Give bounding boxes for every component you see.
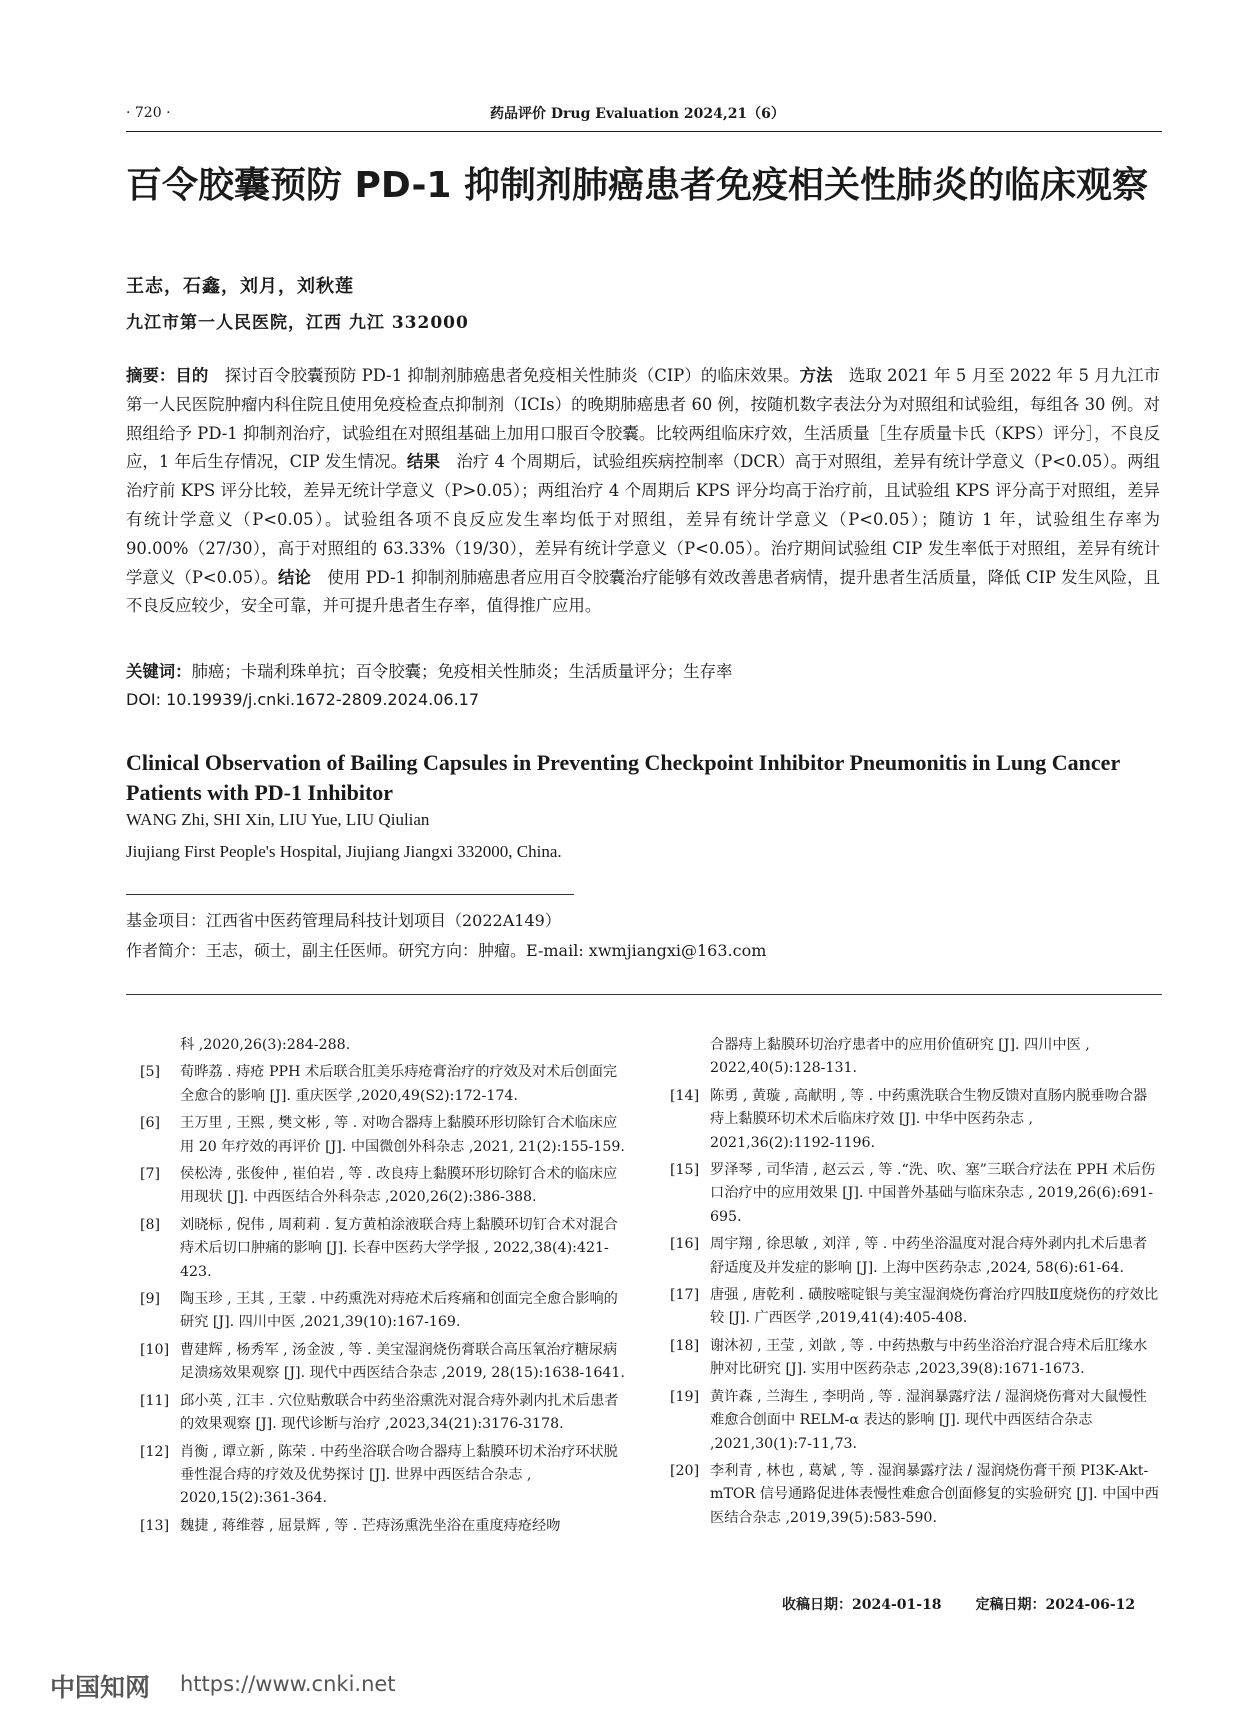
reference-number: [18]: [670, 1337, 700, 1354]
reference-item: [140, 1112, 630, 1159]
reference-text: 魏捷 , 蒋维蓉 , 屈景辉 , 等 . 芒痔汤熏洗坐浴在重度痔疮经吻: [180, 1517, 561, 1534]
reference-number: [9]: [140, 1291, 161, 1308]
reference-item: [140, 1214, 630, 1284]
paper-title-cn: 百令胶囊预防 PD-1 抑制剂肺癌患者免疫相关性肺炎的临床观察: [126, 165, 1148, 206]
reference-text: 陈勇 , 黄璇 , 高献明 , 等 . 中药熏洗联合生物反馈对直肠内脱垂吻合器痔上黏膜环切术术后临床疗效 [J]. 中华中医药杂志 , 2021,36(2):1192-1196.: [710, 1087, 1148, 1151]
reference-item: [140, 1034, 630, 1057]
page-number: · 720 ·: [126, 105, 171, 121]
reference-number: [16]: [670, 1236, 700, 1253]
methods-label: 方法: [799, 366, 833, 385]
authors-en: WANG Zhi, SHI Xin, LIU Yue, LIU Qiulian: [126, 810, 430, 829]
reference-item: [140, 1515, 630, 1538]
reference-text: 邱小英 , 江丰 . 穴位贴敷联合中药坐浴熏洗对混合痔外剥内扎术后患者的效果观察 [J]. 现代诊断与治疗 ,2023,34(21):3176-3178.: [180, 1392, 619, 1433]
conclusion-label: 结论: [277, 567, 311, 587]
cnki-brand: 中国知网: [50, 1673, 151, 1702]
section-rule: [126, 994, 1162, 995]
author-bio-note: 作者简介：王志，硕士，副主任医师。研究方向：肿瘤。E-mail: xwmjiangxi@163.com: [126, 941, 767, 960]
reference-number: [7]: [140, 1166, 161, 1183]
reference-number: [5]: [140, 1064, 161, 1081]
reference-item: [670, 1460, 1160, 1530]
conclusion-text: 使用 PD-1 抑制剂肺癌患者应用百令胶囊治疗能够有效改善患者病情，提升患者生活质量，降低 CIP 发生风险，且不良反应较少，安全可靠，并可提升患者生存率，值得推广应用。: [126, 567, 1160, 616]
reference-item: [670, 1159, 1160, 1229]
reference-item: [670, 1085, 1160, 1155]
footnote-rule: [126, 894, 574, 895]
paper-title-en: Clinical Observation of Bailing Capsules in Preventing Checkpoint Inhibitor Pneumonitis in Lung Cancer Patients with PD-1 Inhibitor: [126, 750, 1120, 805]
reference-number: [20]: [670, 1462, 700, 1479]
objective-label: 目的: [175, 366, 209, 385]
reference-number: [12]: [140, 1443, 170, 1460]
reference-number: [10]: [140, 1341, 170, 1358]
reference-text: 科 ,2020,26(3):284-288.: [180, 1037, 351, 1053]
affiliation-cn: 九江市第一人民医院，江西 九江 332000: [126, 313, 469, 333]
header-rule: [126, 131, 1162, 132]
reference-number: [15]: [670, 1162, 700, 1179]
abstract-label: 摘要：: [126, 366, 176, 385]
keywords: [126, 658, 1160, 682]
reference-item: [670, 1284, 1160, 1331]
reference-text: 黄许森 , 兰海生 , 李明尚 , 等 . 湿润暴露疗法 / 湿润烧伤膏对大鼠慢性难愈合创面中 RELM-α 表达的影响 [J]. 现代中西医结合杂志 ,2021,30(1):7-11,73.: [710, 1388, 1147, 1452]
objective-text: 探讨百令胶囊预防 PD-1 抑制剂肺癌患者免疫相关性肺炎（CIP）的临床效果。: [208, 366, 800, 385]
reference-text: 陶玉珍 , 王其 , 王蒙 . 中药熏洗对痔疮术后疼痛和创面完全愈合影响的研究 [J]. 四川中医 ,2021,39(10):167-169.: [180, 1291, 618, 1331]
results-label: 结果: [407, 452, 440, 472]
keywords-text: 肺癌；卡瑞利珠单抗；百令胶囊；免疫相关性肺炎；生活质量评分；生存率: [191, 662, 733, 681]
reference-number: [8]: [140, 1216, 161, 1233]
references-right-column: [670, 1034, 1160, 1534]
reference-text: 荀晔荔 . 痔疮 PPH 术后联合肛美乐痔疮膏治疗的疗效及对术后创面完全愈合的影响 [J]. 重庆医学 ,2020,49(S2):172-174.: [180, 1064, 618, 1104]
keywords-label: 关键词：: [126, 662, 192, 681]
reference-item: [670, 1335, 1160, 1382]
fund-note: 基金项目：江西省中医药管理局科技计划项目（2022A149）: [126, 911, 561, 930]
reference-item: [140, 1163, 630, 1210]
reference-text: 谢沐初 , 王莹 , 刘歆 , 等 . 中药热敷与中药坐浴治疗混合痔术后肛缘水肿对比研究 [J]. 实用中医药杂志 ,2023,39(8):1671-1673.: [710, 1337, 1148, 1378]
reference-number: [17]: [670, 1287, 700, 1304]
reference-text: 唐强 , 唐乾利 . 磺胺嘧啶银与美宝湿润烧伤膏治疗四肢Ⅱ度烧伤的疗效比较 [J]. 广西医学 ,2019,41(4):405-408.: [710, 1287, 1159, 1327]
reference-text: 周宇翔 , 徐思敏 , 刘洋 , 等 . 中药坐浴温度对混合痔外剥内扎术后患者舒适度及并发症的影响 [J]. 上海中医药杂志 ,2024, 58(6):61-64.: [710, 1236, 1148, 1276]
reference-text: 曹建辉 , 杨秀军 , 汤金波 , 等 . 美宝湿润烧伤膏联合高压氧治疗糖尿病足溃疡效果观察 [J]. 现代中西医结合杂志 ,2019, 28(15):1638-1641.: [180, 1341, 625, 1382]
doi[interactable]: DOI: 10.19939/j.cnki.1672-2809.2024.06.17: [126, 690, 480, 709]
reference-item: [140, 1061, 630, 1108]
reference-text: 刘晓标 , 倪伟 , 周莉莉 . 复方黄柏涂液联合痔上黏膜环切钉合术对混合痔术后切口肿痛的影响 [J]. 长春中医药大学学报 , 2022,38(4):421-423.: [180, 1216, 618, 1280]
received-date: 收稿日期：2024-01-18: [782, 1597, 942, 1613]
results-text: 治疗 4 个周期后，试验组疾病控制率（DCR）高于对照组，差异有统计学意义（P<0.05）。两组治疗前 KPS 评分比较，差异无统计学意义（P>0.05）；两组治疗 4 个周期后 KPS 评分均高于治疗前，且试验组 KPS 评分高于对照组，差异有统计学意义（P<0.05）。试验组各项不良反应发生率均低于对照组，差异有统计学意义（P<0.05）；随访 1 年，试验组生存率为 90.00%（27/30），高于对照组的 63.33%（19/30），差异有统计学意义（P<0.05）。治疗期间试验组 CIP 发生率低于对照组，差异有统计学意义（P<0.05）。: [126, 452, 1160, 587]
reference-text: 王万里 , 王熙 , 樊文彬 , 等 . 对吻合器痔上黏膜环形切除钉合术临床应用 20 年疗效的再评价 [J]. 中国微创外科杂志 ,2021, 21(2):155-159.: [180, 1115, 625, 1155]
authors-cn: 王志，石鑫，刘月，刘秋莲: [126, 276, 354, 297]
reference-item: [670, 1233, 1160, 1280]
affiliation-en: Jiujiang First People's Hospital, Jiujiang Jiangxi 332000, China.: [126, 842, 562, 861]
dates-line: [782, 1594, 1169, 1614]
reference-item: [140, 1441, 630, 1511]
reference-number: [19]: [670, 1388, 700, 1405]
reference-item: [670, 1386, 1160, 1456]
reference-item: [140, 1339, 630, 1386]
reference-item: [670, 1034, 1160, 1081]
reference-text: 罗泽琴 , 司华清 , 赵云云 , 等 .“洗、吹、塞”三联合疗法在 PPH 术后伤口治疗中的应用效果 [J]. 中国普外基础与临床杂志 , 2019,26(6):691-695.: [710, 1162, 1156, 1225]
reference-item: [140, 1390, 630, 1437]
abstract: [126, 362, 1160, 621]
reference-number: [11]: [140, 1392, 170, 1409]
finalized-date: 定稿日期：2024-06-12: [975, 1597, 1136, 1613]
journal-header: 药品评价 Drug Evaluation 2024,21（6）: [490, 106, 785, 122]
reference-item: [140, 1288, 630, 1335]
methods-text: 选取 2021 年 5 月至 2022 年 5 月九江市第一人民医院肿瘤内科住院且使用免疫检查点抑制剂（ICIs）的晚期肺癌患者 60 例，按随机数字表法分为对照组和试验组，每组各 30 例。对照组给予 PD-1 抑制剂治疗，试验组在对照组基础上加用口服百令胶囊。比较两组临床疗效，生活质量［生存质量卡氏（KPS）评分］，不良反应，1 年后生存情况，CIP 发生情况。: [126, 366, 1161, 472]
reference-text: 合器痔上黏膜环切治疗患者中的应用价值研究 [J]. 四川中医 , 2022,40(5):128-131.: [710, 1037, 1090, 1077]
reference-number: [14]: [670, 1087, 700, 1104]
reference-text: 侯松涛 , 张俊仲 , 崔伯岩 , 等 . 改良痔上黏膜环形切除钉合术的临床应用现状 [J]. 中西医结合外科杂志 ,2020,26(2):386-388.: [180, 1166, 618, 1206]
reference-text: 肖衡 , 谭立新 , 陈荣 . 中药坐浴联合吻合器痔上黏膜环切术治疗环状脱垂性混合痔的疗效及优势探讨 [J]. 世界中西医结合杂志 , 2020,15(2):361-364.: [180, 1443, 618, 1507]
reference-number: [13]: [140, 1517, 170, 1534]
cnki-url[interactable]: https://www.cnki.net: [180, 1672, 396, 1696]
references-left-column: [140, 1034, 630, 1542]
reference-number: [6]: [140, 1115, 161, 1132]
reference-text: 李利青 , 林也 , 葛斌 , 等 . 湿润暴露疗法 / 湿润烧伤膏干预 PI3K-Akt-mTOR 信号通路促进体表慢性难愈合创面修复的实验研究 [J]. 中国中西医结合杂志 ,2019,39(5):583-590.: [710, 1462, 1159, 1526]
